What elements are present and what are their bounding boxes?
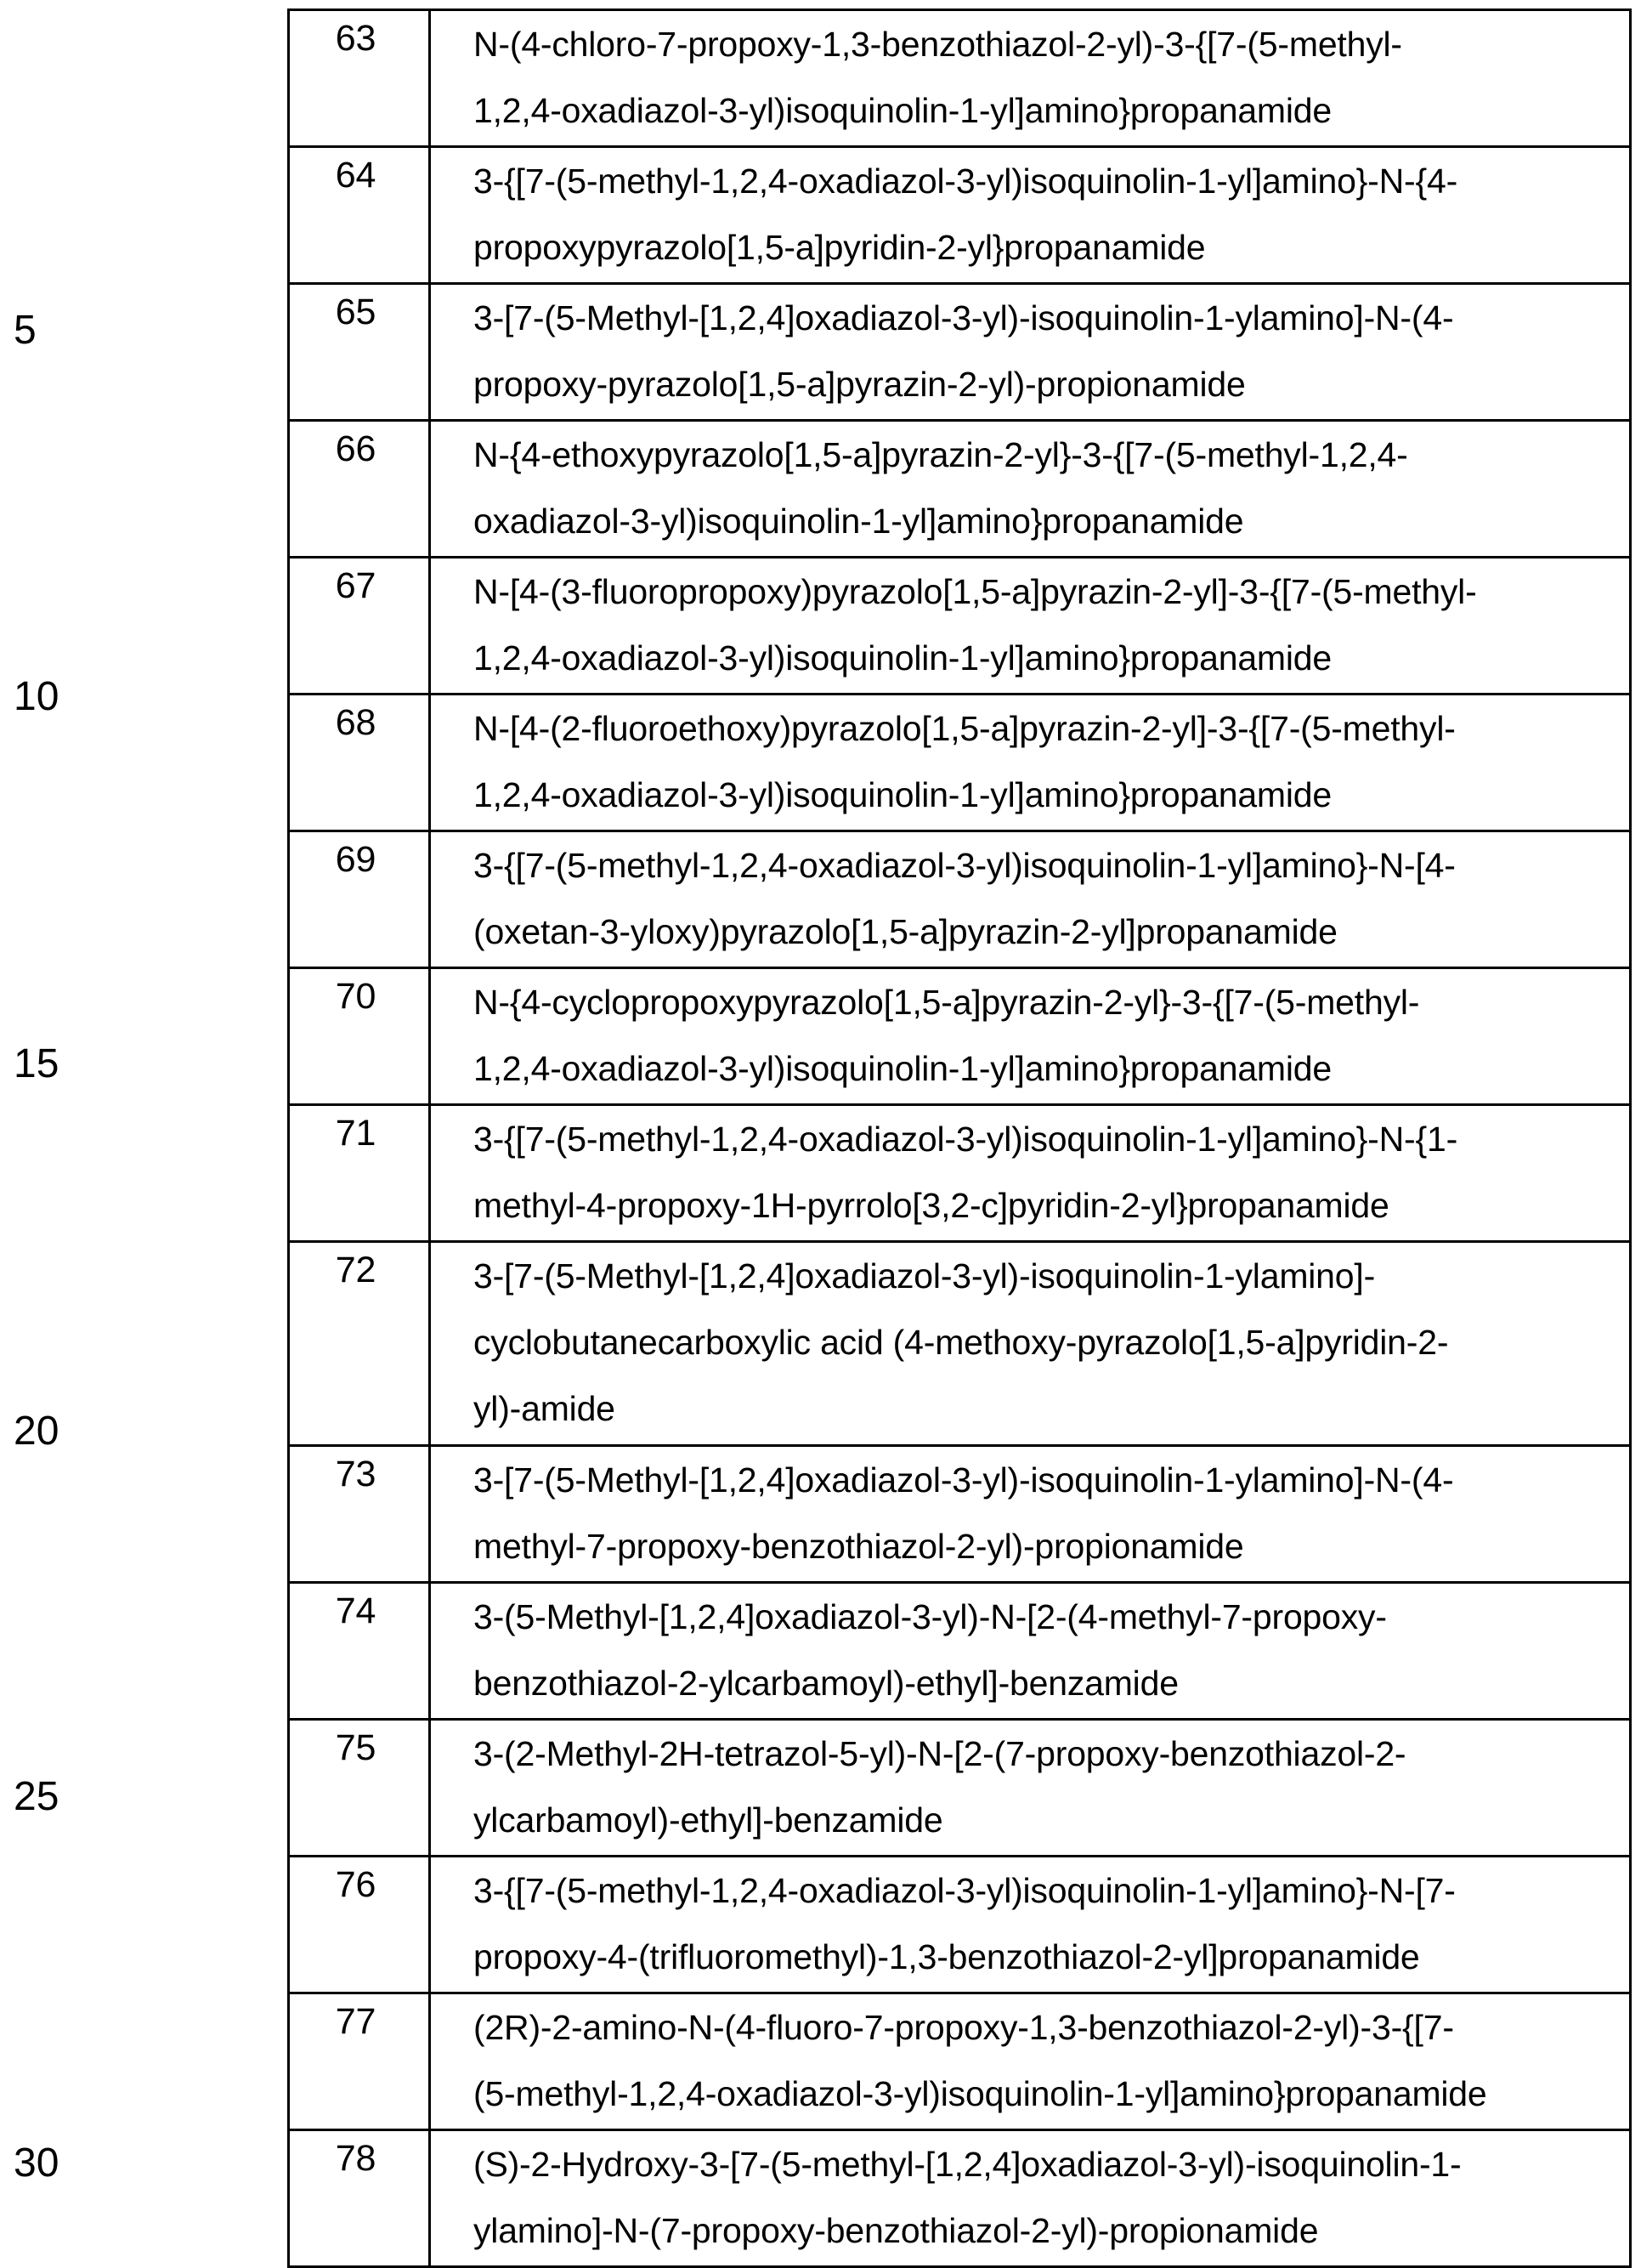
compound-number: 73 <box>289 1446 430 1583</box>
line-number: 15 <box>14 1041 59 1086</box>
line-number: 5 <box>14 308 37 353</box>
table-row <box>289 1242 1631 1446</box>
line-number: 20 <box>14 1409 59 1454</box>
compound-name: N-{4-ethoxypyrazolo[1,5-a]pyrazin-2-yl}-3-{[7-(5-methyl-1,2,4- oxadiazol-3-yl)isoquinolin-1-yl]amino}propanamide <box>430 421 1631 558</box>
table-row <box>289 10 1631 147</box>
compound-number: 71 <box>289 1105 430 1242</box>
compound-name: N-[4-(2-fluoroethoxy)pyrazolo[1,5-a]pyrazin-2-yl]-3-{[7-(5-methyl- 1,2,4-oxadiazol-3-yl)isoquinolin-1-yl]amino}propanamide <box>430 695 1631 831</box>
table-row <box>289 1583 1631 1720</box>
table-row <box>289 421 1631 558</box>
compound-name: 3-{[7-(5-methyl-1,2,4-oxadiazol-3-yl)isoquinolin-1-yl]amino}-N-[7- propoxy-4-(trifluoromethyl)-1,3-benzothiazol-2-yl]propanamide <box>430 1857 1631 1993</box>
compound-name: N-[4-(3-fluoropropoxy)pyrazolo[1,5-a]pyrazin-2-yl]-3-{[7-(5-methyl- 1,2,4-oxadiazol-3-yl)isoquinolin-1-yl]amino}propanamide <box>430 558 1631 695</box>
table-row <box>289 1993 1631 2130</box>
compound-name: 3-[7-(5-Methyl-[1,2,4]oxadiazol-3-yl)-isoquinolin-1-ylamino]- cyclobutanecarboxylic acid (4-methoxy-pyrazolo[1,5-a]pyridin-2- yl)-amide <box>430 1242 1631 1446</box>
compound-number: 77 <box>289 1993 430 2130</box>
compound-name: 3-[7-(5-Methyl-[1,2,4]oxadiazol-3-yl)-isoquinolin-1-ylamino]-N-(4- methyl-7-propoxy-benzothiazol-2-yl)-propionamide <box>430 1446 1631 1583</box>
compound-name: 3-[7-(5-Methyl-[1,2,4]oxadiazol-3-yl)-isoquinolin-1-ylamino]-N-(4- propoxy-pyrazolo[1,5-a]pyrazin-2-yl)-propionamide <box>430 284 1631 421</box>
table-row <box>289 1105 1631 1242</box>
compound-number: 67 <box>289 558 430 695</box>
table-row <box>289 1720 1631 1857</box>
compound-number: 69 <box>289 831 430 968</box>
compound-number: 65 <box>289 284 430 421</box>
compound-number: 70 <box>289 968 430 1105</box>
compound-number: 72 <box>289 1242 430 1446</box>
compound-name: N-(4-chloro-7-propoxy-1,3-benzothiazol-2-yl)-3-{[7-(5-methyl- 1,2,4-oxadiazol-3-yl)isoquinolin-1-yl]amino}propanamide <box>430 10 1631 147</box>
compound-number: 66 <box>289 421 430 558</box>
table-row <box>289 968 1631 1105</box>
compound-number: 75 <box>289 1720 430 1857</box>
table-row <box>289 2130 1631 2267</box>
table-row <box>289 558 1631 695</box>
line-number: 30 <box>14 2140 59 2186</box>
compound-number: 76 <box>289 1857 430 1993</box>
compound-number: 74 <box>289 1583 430 1720</box>
table-row <box>289 1857 1631 1993</box>
compound-number: 78 <box>289 2130 430 2267</box>
compound-number: 63 <box>289 10 430 147</box>
compound-name: 3-{[7-(5-methyl-1,2,4-oxadiazol-3-yl)isoquinolin-1-yl]amino}-N-{1- methyl-4-propoxy-1H-pyrrolo[3,2-c]pyridin-2-yl}propanamide <box>430 1105 1631 1242</box>
compound-name: N-{4-cyclopropoxypyrazolo[1,5-a]pyrazin-2-yl}-3-{[7-(5-methyl- 1,2,4-oxadiazol-3-yl)isoquinolin-1-yl]amino}propanamide <box>430 968 1631 1105</box>
table-row <box>289 284 1631 421</box>
compound-name: (S)-2-Hydroxy-3-[7-(5-methyl-[1,2,4]oxadiazol-3-yl)-isoquinolin-1- ylamino]-N-(7-propoxy-benzothiazol-2-yl)-propionamide <box>430 2130 1631 2267</box>
compound-number: 68 <box>289 695 430 831</box>
compound-name: 3-{[7-(5-methyl-1,2,4-oxadiazol-3-yl)isoquinolin-1-yl]amino}-N-{4- propoxypyrazolo[1,5-a]pyridin-2-yl}propanamide <box>430 147 1631 284</box>
line-number: 25 <box>14 1774 59 1819</box>
compound-name: (2R)-2-amino-N-(4-fluoro-7-propoxy-1,3-benzothiazol-2-yl)-3-{[7- (5-methyl-1,2,4-oxadiazol-3-yl)isoquinolin-1-yl]amino}propanamide <box>430 1993 1631 2130</box>
compound-name: 3-(5-Methyl-[1,2,4]oxadiazol-3-yl)-N-[2-(4-methyl-7-propoxy- benzothiazol-2-ylcarbamoyl)-ethyl]-benzamide <box>430 1583 1631 1720</box>
margin-line-numbers <box>0 0 102 2267</box>
compound-number: 64 <box>289 147 430 284</box>
line-number: 10 <box>14 674 59 719</box>
compound-name: 3-(2-Methyl-2H-tetrazol-5-yl)-N-[2-(7-propoxy-benzothiazol-2- ylcarbamoyl)-ethyl]-benzamide <box>430 1720 1631 1857</box>
table-row <box>289 695 1631 831</box>
compound-name: 3-{[7-(5-methyl-1,2,4-oxadiazol-3-yl)isoquinolin-1-yl]amino}-N-[4- (oxetan-3-yloxy)pyrazolo[1,5-a]pyrazin-2-yl]propanamide <box>430 831 1631 968</box>
compound-table <box>287 9 1632 2268</box>
table-row <box>289 1446 1631 1583</box>
table-row <box>289 831 1631 968</box>
table-row <box>289 147 1631 284</box>
